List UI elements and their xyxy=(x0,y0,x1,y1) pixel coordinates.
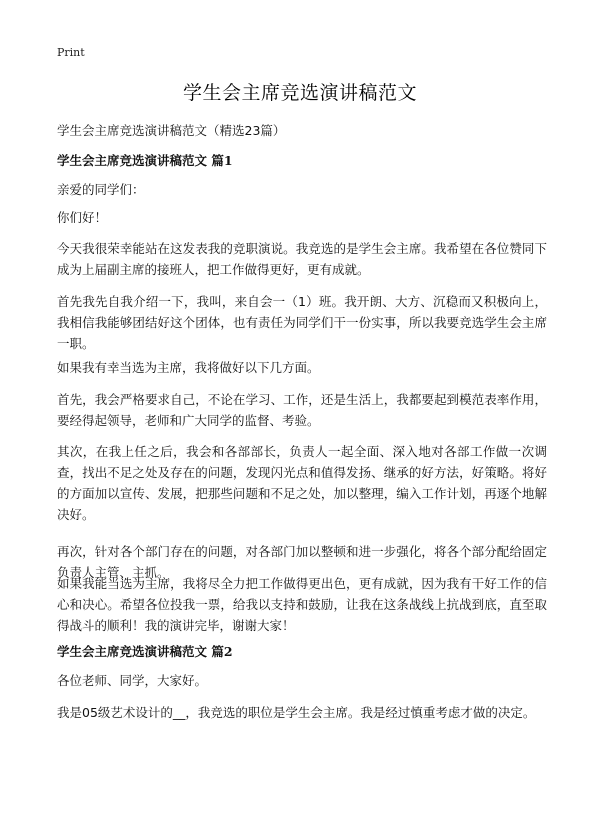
document-subtitle: 学生会主席竞选演讲稿范文（精选23篇） xyxy=(57,123,286,138)
paragraph: 亲爱的同学们： xyxy=(57,182,145,197)
paragraph: 今天我很荣幸能站在这发表我的竞职演说。我竞选的是学生会主席。我希望在各位赞同下成为上届副主席的接班人，把工作做得更好，更有成就。 xyxy=(57,241,547,277)
paragraph: 首先我先自我介绍一下，我叫，来自会一（1）班。我开朗、大方、沉稳而又积极向上，我相信我能够团结好这个团体，也有责任为同学们干一份实事，所以我要竞选学生会主席一职。 xyxy=(57,294,547,351)
section-heading-1: 学生会主席竞选演讲稿范文 篇1 xyxy=(57,153,233,168)
section-heading-2: 学生会主席竞选演讲稿范文 篇2 xyxy=(57,644,233,659)
paragraph: 其次，在我上任之后，我会和各部部长，负责人一起全面、深入地对各部工作做一次调查，找出不足之处及存在的问题，发现闪光点和值得发扬、继承的好方法，好策略。将好的方面加以宣传、发展，把那些问题和不足之处，加以整理，编入工作计划，再逐个地解决好。 xyxy=(57,444,547,522)
document-title: 学生会主席竞选演讲稿范文 xyxy=(182,82,417,104)
paragraph: 我是05级艺术设计的__，我竞选的职位是学生会主席。我是经过慎重考虑才做的决定。 xyxy=(57,705,536,720)
paragraph: 如果我能当选为主席，我将尽全力把工作做得更出色，更有成就，因为我有干好工作的信心和决心。希望各位投我一票，给我以支持和鼓励，让我在这条战线上抗战到底，直至取得战斗的顺利！我的演讲完毕，谢谢大家！ xyxy=(57,576,547,633)
print-label[interactable]: Print xyxy=(57,46,85,59)
paragraph: 再次，针对各个部门存在的问题，对各部门加以整顿和进一步强化，将各个部分配给固定负责人主管、主抓。 xyxy=(57,544,547,580)
paragraph: 首先，我会严格要求自己，不论在学习、工作，还是生活上，我都要起到模范表率作用，要经得起领导，老师和广大同学的监督、考验。 xyxy=(57,392,547,428)
paragraph: 各位老师、同学，大家好。 xyxy=(57,673,208,688)
paragraph: 你们好！ xyxy=(57,210,108,225)
paragraph: 如果我有幸当选为主席，我将做好以下几方面。 xyxy=(57,360,320,375)
